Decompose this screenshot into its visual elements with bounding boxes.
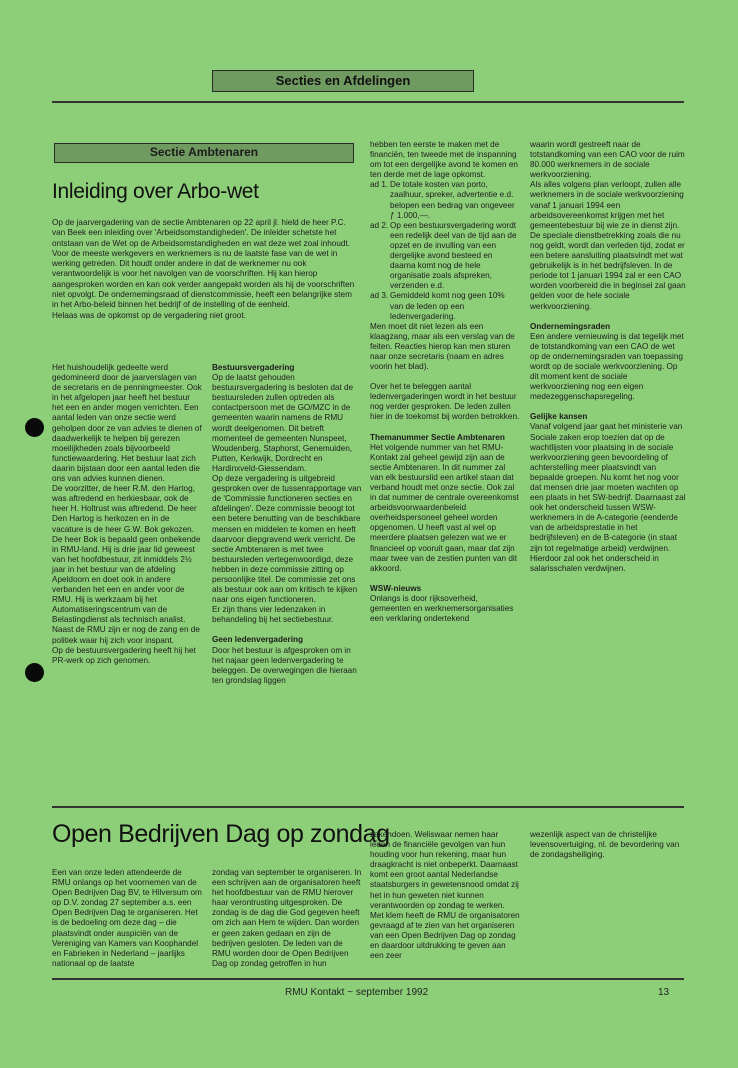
col4-paragraph: Vanaf volgend jaar gaat het ministerie van Sociale zaken erop toezien dat op de wachtlijsten voor plaatsing in de sociale werkvoorziening geen bevoordeling of achterstelling meer plaatsvindt van bepaalde groepen. Nu komt het nog voor dat mensen drie jaar moeten wachten op een plaats in het SW-bedrijf. Daarnaast zal ook het onderscheid tussen WSW-werknemers in de A-categorie (eenderde van de arbeidsprestatie in het bedrijfsleven) en de B-categorie (in staat zijn tot regelmatige arbeid) verdwijnen. Hierdoor zal ook het onderscheid in salarisschalen verdwijnen. bbox=[530, 422, 686, 573]
col3-paragraph: Men moet dit niet lezen als een klaagzang, maar als een verslag van de feiten. Reacties hierop kan men sturen naar onze secretaris (naam en adres voorin het blad). bbox=[370, 321, 515, 372]
list-text: De totale kosten van porto, zaalhuur, spreker, advertentie e.d. belopen een bedrag van ongeveer ƒ 1.000,—. bbox=[390, 180, 515, 220]
list-number: ad 3. bbox=[370, 291, 389, 301]
article-headline-arbo: Inleiding over Arbo-wet bbox=[52, 180, 259, 203]
footer-publication: RMU Kontakt ~ september 1992 bbox=[285, 987, 429, 998]
list-text: Gemiddeld komt nog geen 10% van de leden op een ledenvergadering. bbox=[390, 291, 505, 321]
article2-paragraph: zakendoen. Weliswaar nemen haar leden de financiële gevolgen van hun houding voor hun rekening, maar hun draagkracht is niet onbeperkt. Daarnaast komt een groot aantal Nederlandse staatsburgers in gewetensnood omdat zij het in hun geweten niet kunnen verantwoorden op zondag te werken. Met klem heeft de RMU de organisatoren gevraagd af te zien van het organiseren van een Open Bedrijven Dag op zondag en daardoor uitdrukking te geven aan een zeer bbox=[370, 830, 520, 961]
col2-paragraph: Er zijn thans vier ledenzaken in behandeling bij het sectiebestuur. bbox=[212, 605, 334, 625]
article1-column-4 bbox=[530, 140, 686, 574]
col4-paragraph: waarin wordt gestreeft naar de totstandkoming van een CAO voor de ruim 80.000 werknemers in de sociale werkvoorziening. bbox=[530, 140, 685, 180]
article-divider bbox=[52, 806, 684, 808]
list-text: Op een bestuursvergadering wordt een redelijk deel van de tijd aan de opzet en de invulling van een dergelijke avond besteed en daarna komt nog de hele organisatie zoals afspreken, verzenden e.d. bbox=[390, 220, 517, 291]
col2-paragraph: Op de laatst gehouden bestuursvergadering is besloten dat de bestuursleden zullen optreden als contactpersoon met de GO/MZC in de gemeenten waarin namens de RMU wordt deelgenomen. Dit betreft momenteel de gemeenten Nunspeet, Woudenberg, Staphorst, Genemuiden, Putten, Kerkwijk, Dordrecht en Hardinxveld-Giessendam. bbox=[212, 373, 354, 473]
article-intro bbox=[52, 218, 358, 321]
intro-paragraph: Op de jaarvergadering van de sectie Ambtenaren op 22 april jl. hield de heer P.C. van Beek een inleiding over 'Arbeidsomstandigheden'. De inleider schetste het ontstaan van de Wet op de Arbeidsomstandigheden en wat deze wet zoal inhoudt. Voor de meeste werkgevers en werknemers is nu de laatste fase van de wet in werking getreden. Dit houdt onder andere in dat de werknemer nu ook verantwoordelijk is voor het navolgen van de voorschriften. Hij kan hierop aangesproken worden en kan ook verder aangepakt worden als hij de voorschriften niet opvolgt. De ondernemingsraad of dienstcommissie, heeft een belangrijke stem in het Arbo-beleid binnen het bedrijf of de instelling of de eenheid. bbox=[52, 218, 355, 310]
article2-column-3 bbox=[370, 830, 520, 961]
article2-paragraph: zondag van september te organiseren. In een schrijven aan de organisatoren heeft het hoofdbestuur van de RMU hierover haar verontrusting uitgesproken. De zondag is de dag die God gegeven heeft om zich aan Hem te wijden. Dan worden er geen zaken gedaan en zijn de bedrijven gesloten. De leden van de RMU worden door de Open Bedrijven Dag op zondag getroffen in hun bbox=[212, 868, 362, 968]
article1-column-3 bbox=[370, 140, 520, 624]
article1-column-2 bbox=[212, 363, 362, 686]
subsection-banner: Sectie Ambtenaren bbox=[54, 143, 354, 163]
section-banner: Secties en Afdelingen bbox=[212, 70, 474, 92]
list-item bbox=[370, 291, 520, 321]
article2-column-1 bbox=[52, 868, 202, 969]
punch-hole-bottom bbox=[25, 663, 44, 682]
list-number: ad 2. bbox=[370, 220, 389, 230]
top-rule bbox=[52, 101, 684, 103]
heading-bestuursvergadering: Bestuursvergadering bbox=[212, 363, 295, 372]
intro-last-line: Helaas was de opkomst op de vergadering niet groot. bbox=[52, 310, 246, 320]
article1-column-1 bbox=[52, 363, 202, 666]
col1-paragraph: De heer Bok is bepaald geen onbekende in RMU-land. Hij is drie jaar lid geweest van het hoofdbestuur, zit inmiddels 2½ jaar in het bestuur van de afdeling Apeldoorn en doet ook in andere verbanden het een en ander voor de RMU. Hij is werkzaam bij het Automatiseringscentrum van de Belastingdienst als technisch analist. Naast de RMU zijn er nog de zang en de politiek waar hij zich voor inspant. bbox=[52, 534, 201, 645]
article2-paragraph: Een van onze leden attendeerde de RMU onlangs op het voornemen van de Open Bedrijven Dag BV, te Hilversum om op D.V. zondag 27 september a.s. een Open Bedrijven Dag te organiseren. Het is de bedoeling om deze dag – die plaatsvindt onder auspiciën van de Vereniging van Kamers van Koophandel en Fabrieken in Nederland – jaarlijks nationaal op de laatste bbox=[52, 868, 202, 968]
article2-column-4 bbox=[530, 830, 686, 860]
col3-paragraph: Over het te beleggen aantal ledenvergaderingen wordt in het bestuur nog verder gesproken. De leden zullen hier in de toekomst bij worden betrokken. bbox=[370, 382, 520, 422]
article-headline-open-bedrijven: Open Bedrijven Dag op zondag bbox=[52, 820, 390, 848]
col3-paragraph: Onlangs is door rijksoverheid, gemeenten en werknemersorganisaties een verklaring ondertekend bbox=[370, 593, 514, 624]
col1-paragraph: De voorzitter, de heer R.M. den Hartog, was aftredend en herkiesbaar, ook de heer H. Holtrust was aftredend. De heer Den Hartog is herkozen en in de vacature is de heer G.W. Bok gekozen. bbox=[52, 484, 197, 534]
article2-paragraph: wezenlijk aspect van de christelijke levensovertuiging, nl. de bevordering van de zondagsheiliging. bbox=[530, 830, 680, 860]
col1-paragraph: Op de bestuursvergadering heeft hij het PR-werk op zich genomen. bbox=[52, 645, 196, 665]
heading-wsw-nieuws: WSW-nieuws bbox=[370, 583, 422, 593]
col2-paragraph: Door het bestuur is afgesproken om in het najaar geen ledenvergadering te beleggen. De overwegingen die hieraan ten grondslag liggen bbox=[212, 645, 357, 685]
col3-paragraph: hebben ten eerste te maken met de financiën, ten tweede met de inspanning om tot een dergelijke avond te komen en ten derde met de lage opkomst. bbox=[370, 140, 518, 180]
col3-paragraph: Het volgende nummer van het RMU-Kontakt zal geheel gewijd zijn aan de sectie Ambtenaren. In dit nummer zal van elk bestuurslid een artikel staan dat verband houdt met onze sectie. Ook zal in dat nummer de centrale overeenkomst arbeidsvoorwaardenbeleid overheidspersoneel geheel worden opgenomen. U heeft vast al wel op meerdere plaatsen gelezen wat we er financieel op vooruit gaan, maar dat zijn maar twee van de zestien punten van dit akkoord. bbox=[370, 442, 519, 573]
col4-paragraph: Een andere vernieuwing is dat tegelijk met de totstandkoming van een CAO de wet op de ondernemingsraden van toepassing wordt op de sociale werkvoorziening. Op dit moment kent de sociale werkvoorziening nog een eigen medezeggenschapsregeling. bbox=[530, 331, 684, 402]
article2-column-2 bbox=[212, 868, 362, 969]
col2-paragraph: Op deze vergadering is uitgebreid gesproken over de tussenrapportage van de 'Commissie functioneren secties en afdelingen'. Deze commissie beoogt tot een betere benutting van de beschikbare mensen en middelen te komen en heeft daarvoor diepgravend werk verricht. De sectie Ambtenaren is met twee bestuursleden vertegenwoordigd, deze hebben in deze commissie zitting op persoonlijke titel. De commissie zet ons als bestuur ook aan om kritisch te kijken naar ons eigen functioneren. bbox=[212, 474, 362, 605]
heading-gelijke-kansen: Gelijke kansen bbox=[530, 412, 588, 422]
list-number: ad 1. bbox=[370, 180, 389, 190]
heading-ondernemingsraden: Ondernemingsraden bbox=[530, 321, 611, 331]
heading-themanummer: Themanummer Sectie Ambtenaren bbox=[370, 432, 505, 442]
col4-paragraph: Als alles volgens plan verloopt, zullen alle werknemers in de sociale werkvoorziening vanaf 1 januari 1994 een arbeidsovereenkomst krijgen met het gemeentebestuur bij wie ze in dienst zijn. De speciale dienstbetrekking zoals die nu nog geldt, wordt dan verleden tijd, zodat er een betere aansluiting plaatsvindt met wat gebruikelijk is in het bedrijfsleven. In de periode tot 1 januari 1994 zal er een CAO worden voorbereid die in beginsel zal gaan gelden voor de hele sociale werkvoorziening. bbox=[530, 180, 686, 311]
heading-geen-ledenvergadering: Geen ledenvergadering bbox=[212, 635, 304, 645]
footer-rule bbox=[52, 978, 684, 980]
col1-paragraph: Het huishoudelijk gedeelte werd gedomineerd door de jaarverslagen van de secretaris en de penningmeester. Ook in het afgelopen jaar heeft het bestuur het een en ander mogen verrichten. Een aantal leden van onze sectie werd geholpen door ze van advies te dienen of daadwerkelijk te helpen bij gerezen moeilijkheden zoals bijvoorbeeld functiewaardering. Het bestuur laat zich daarin bijstaan door een aantal leden die ons van advies kunnen dienen. bbox=[52, 363, 202, 484]
page-number: 13 bbox=[658, 987, 670, 998]
list-item bbox=[370, 180, 520, 220]
list-item bbox=[370, 221, 520, 292]
punch-hole-top bbox=[25, 418, 44, 437]
